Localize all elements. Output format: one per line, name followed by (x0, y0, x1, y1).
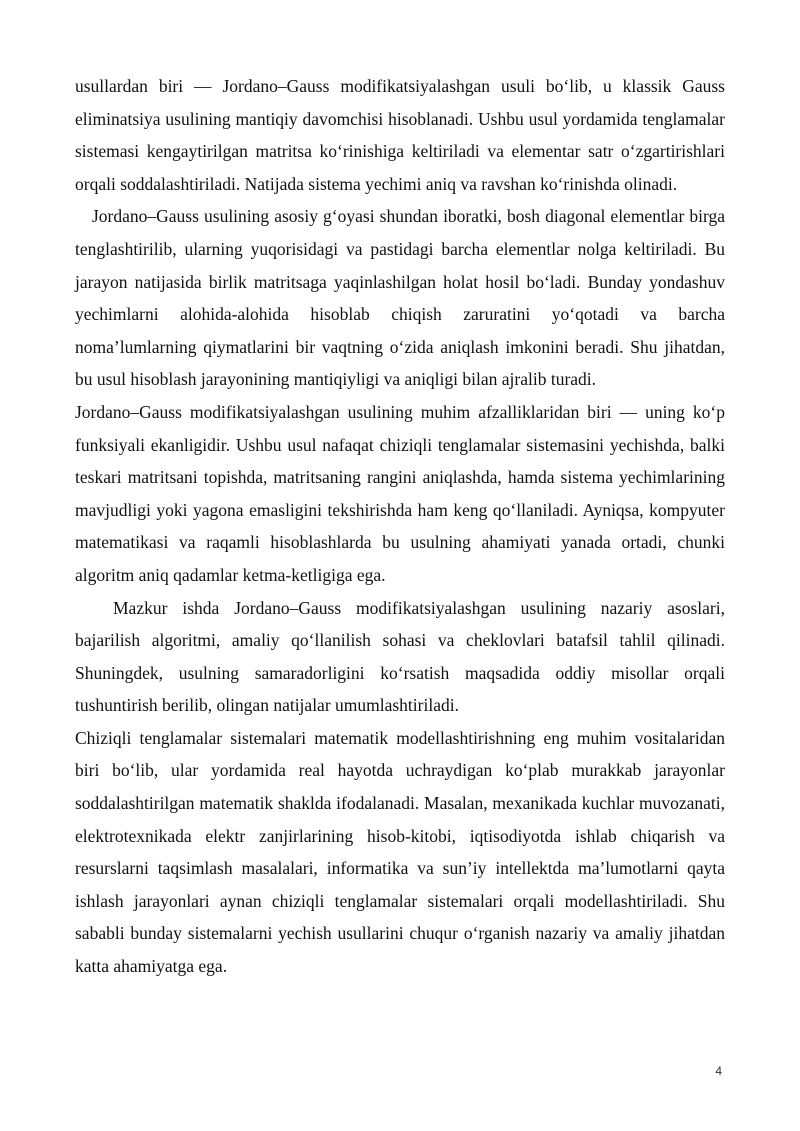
document-body (75, 70, 725, 983)
paragraph-3: Jordano–Gauss modifikatsiyalashgan usulining muhim afzalliklaridan biri — uning ko‘p funksiyali ekanligidir. Ushbu usul nafaqat chiziqli tenglamalar sistemasini yechishda, balki teskari matritsani topishda, matritsaning rangini aniqlashda, hamda sistema yechimlarining mavjudligi yoki yagona emasligini tekshirishda ham keng qo‘llaniladi. Ayniqsa, kompyuter matematikasi va raqamli hisoblashlarda bu usulning ahamiyati yanada ortadi, chunki algoritm aniq qadamlar ketma-ketligiga ega. (75, 401, 725, 585)
page-number: 4 (715, 1064, 722, 1078)
paragraph-2: Jordano–Gauss usulining asosiy g‘oyasi shundan iboratki, bosh diagonal elementlar birga tenglashtirilib, ularning yuqorisidagi va pastidagi barcha elementlar nolga keltiriladi. Bu jarayon natijasida birlik matritsaga yaqinlashilgan holat hosil bo‘ladi. Bunday yondashuv yechimlarni alohida-alohida hisoblab chiqish zaruratini yo‘qotadi va barcha noma’lumlarning qiymatlarini bir vaqtning o‘zida aniqlash imkonini beradi. Shu jihatdan, bu usul hisoblash jarayonining mantiqiyligi va aniqligi bilan ajralib turadi. (75, 206, 725, 390)
paragraph-1: usullardan biri — Jordano–Gauss modifikatsiyalashgan usuli bo‘lib, u klassik Gauss eliminatsiya usulining mantiqiy davomchisi hisoblanadi. Ushbu usul yordamida tenglamalar sistemasi kengaytirilgan matritsa ko‘rinishiga keltiriladi va elementar satr o‘zgartirishlari orqali soddalashtiriladi. Natijada sistema yechimi aniq va ravshan ko‘rinishda olinadi. (75, 76, 725, 194)
paragraph-4: Mazkur ishda Jordano–Gauss modifikatsiyalashgan usulining nazariy asoslari, bajarilish algoritmi, amaliy qo‘llanilish sohasi va cheklovlari batafsil tahlil qilinadi. Shuningdek, usulning samaradorligini ko‘rsatish maqsadida oddiy misollar orqali tushuntirish berilib, olingan natijalar umumlashtiriladi. (75, 597, 725, 716)
paragraph-5: Chiziqli tenglamalar sistemalari matematik modellashtirishning eng muhim vositalaridan biri bo‘lib, ular yordamida real hayotda uchraydigan ko‘plab murakkab jarayonlar soddalashtirilgan matematik shaklda ifodalanadi. Masalan, mexanikada kuchlar muvozanati, elektrotexnikada elektr zanjirlarining hisob-kitobi, iqtisodiyotda ishlab chiqarish va resurslarni taqsimlash masalalari, informatika va sun’iy intellektda ma’lumotlarni qayta ishlash jarayonlari aynan chiziqli tenglamalar sistemalari orqali modellashtiriladi. Shu sababli bunday sistemalarni yechish usullarini chuqur o‘rganish nazariy va amaliy jihatdan katta ahamiyatga ega. (75, 727, 725, 977)
